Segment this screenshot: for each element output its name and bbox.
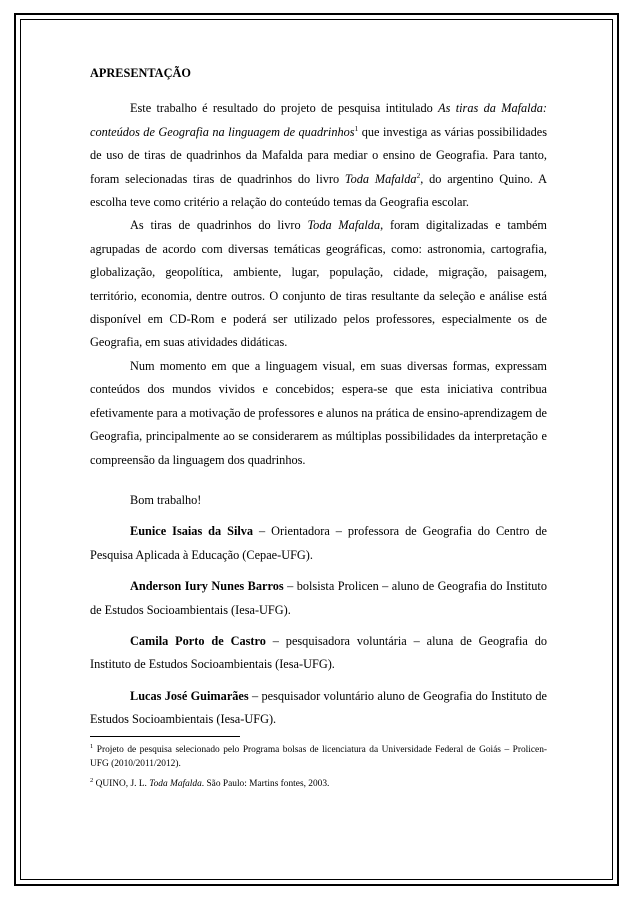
author-name: Anderson Iury Nunes Barros xyxy=(130,579,284,594)
paragraph-3: Num momento em que a linguagem visual, em suas diversas formas, expressam conteúdos dos mundos vividos e concebidos; espera-se que esta iniciativa contribua efetivamente para a motivação de professores e alunos na prática de ensino-aprendizagem de Geografia, principalmente ao se considerarem as múltiplas possibilidades da interpretação e compreensão da linguagem dos quadrinhos. xyxy=(90,358,547,467)
footnote-separator xyxy=(90,736,240,737)
closing-line: Bom trabalho! xyxy=(130,492,202,507)
paragraph-1: Este trabalho é resultado do projeto de pesquisa intitulado As tiras da Mafalda: conteúdos de Geografia na linguagem de quadrinhos$^1$ que investiga as várias possibilidades de uso de tiras de quadrinhos da Mafalda para mediar o ensino de Geografia. Para tanto, foram selecionadas tiras de quadrinhos do livro Toda Mafalda$^2$, do argentino Quino. A escolha teve como critério a relação do conteúdo temas da Geografia escolar. xyxy=(90,101,547,210)
author-entry: Eunice Isaias da Silva – Orientadora – professora de Geografia do Centro de Pesquisa Aplicada à Educação (Cepae-UFG). xyxy=(90,524,547,562)
paragraph-2: As tiras de quadrinhos do livro Toda Mafalda, foram digitalizadas e também agrupadas de acordo com diversas temáticas geográficas, como: astronomia, cartografia, globalização, geopolítica, ambiente, lugar, população, cidade, migração, paisagem, território, economia, dentre outros. O conjunto de tiras resultante da seleção e análise está disponível em CD-Rom e poderá ser utilizado pelos professores, especialmente os de Geografia, em suas atividades didáticas. xyxy=(90,218,547,350)
book-title: Toda Mafalda xyxy=(307,218,381,233)
footnote-ref-1[interactable]: 1 xyxy=(354,123,359,133)
footnote-2: $^2$ QUINO, J. L. Toda Mafalda. São Paulo: Martins fontes, 2003. xyxy=(90,776,330,789)
document-body xyxy=(90,62,547,791)
book-title: Toda Mafalda xyxy=(344,171,417,186)
footnote-ref-2[interactable]: 2 xyxy=(416,170,421,180)
author-name: Lucas José Guimarães xyxy=(130,688,249,703)
project-title: As tiras da Mafalda: conteúdos de Geografia na linguagem de quadrinhos xyxy=(90,101,547,139)
author-entry: Lucas José Guimarães – pesquisador voluntário aluno de Geografia do Instituto de Estudos Socioambientais (Iesa-UFG). xyxy=(90,688,547,727)
author-name: Eunice Isaias da Silva xyxy=(130,524,254,539)
author-entry: Camila Porto de Castro – pesquisadora voluntária – aluna de Geografia do Instituto de Estudos Socioambientais (Iesa-UFG). xyxy=(90,633,547,672)
page-title: APRESENTAÇÃO xyxy=(90,66,191,80)
author-entry: Anderson Iury Nunes Barros – bolsista Prolicen – aluno de Geografia do Instituto de Estudos Socioambientais (Iesa-UFG). xyxy=(90,579,547,617)
footnote-1: $^1$ Projeto de pesquisa selecionado pelo Programa bolsas de licenciatura da Universidade Federal de Goiás – Prolicen-UFG (2010/2011/2012). xyxy=(90,742,547,769)
author-name: Camila Porto de Castro xyxy=(130,633,266,648)
